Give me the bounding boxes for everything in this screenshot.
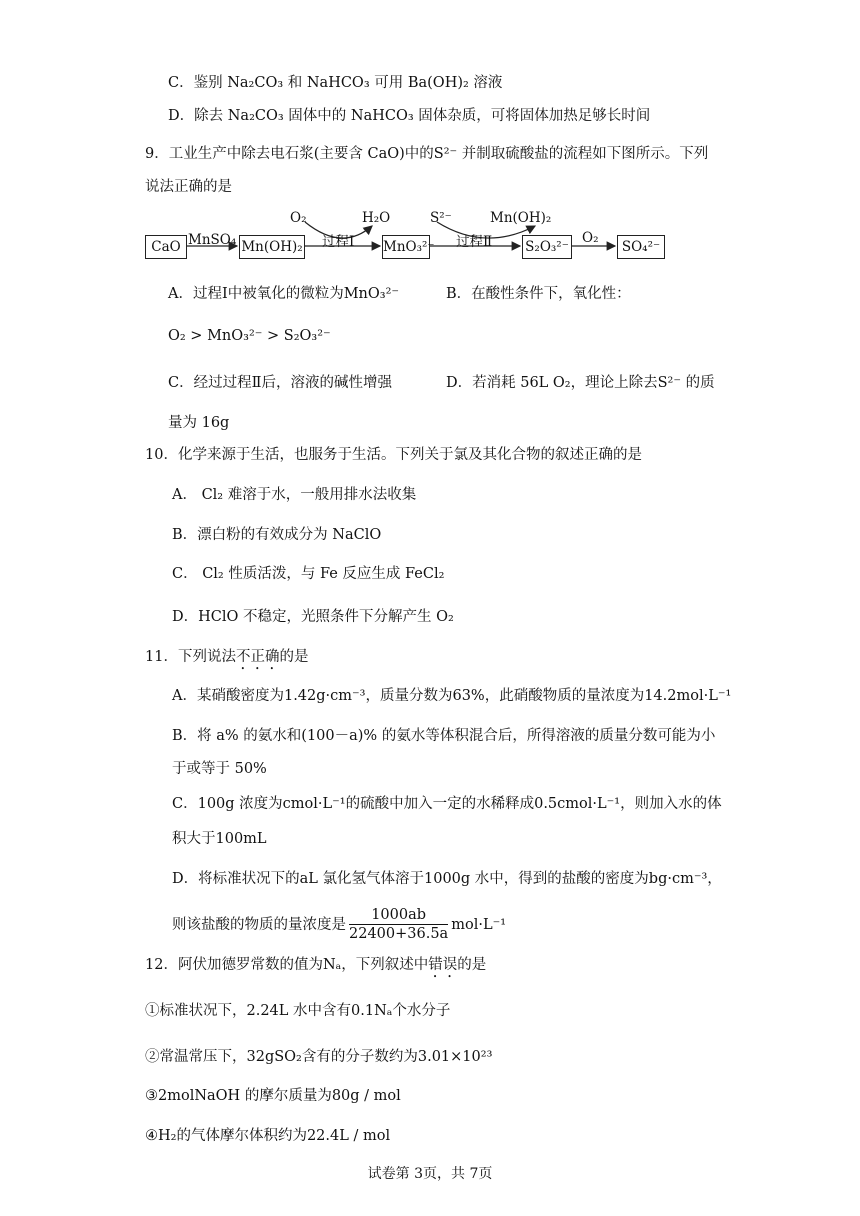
q8-option-c: C．鉴别 Na₂CO₃ 和 NaHCO₃ 可用 Ba(OH)₂ 溶液: [168, 75, 503, 91]
q9-option-b: B．在酸性条件下，氧化性：: [446, 286, 631, 302]
q12-item-3: ③2molNaOH 的摩尔质量为80g / mol: [145, 1088, 401, 1104]
q11-option-d-cont: [172, 906, 506, 943]
q11-d-text: 则该盐酸的物质的量浓度是: [172, 916, 346, 933]
q11-stem-emphasis: 不正确: [235, 649, 280, 665]
q9-option-d-cont: 量为 16g: [168, 415, 230, 431]
label-h2o: H₂O: [362, 210, 391, 226]
q11-stem: [145, 647, 308, 673]
label-s2: S²⁻: [430, 210, 452, 226]
q9-option-d: D．若消耗 56L O₂，理论上除去S²⁻ 的质: [446, 375, 715, 391]
label-mnso4: MnSO₄: [188, 232, 237, 248]
label-o2-arrow: O₂: [582, 230, 599, 246]
q12-item-4: ④H₂的气体摩尔体积约为22.4L / mol: [145, 1128, 391, 1144]
q10-option-a: A． Cl₂ 难溶于水，一般用排水法收集: [172, 487, 417, 503]
box-mnoh2: Mn(OH)₂: [239, 235, 305, 259]
label-mnoh2-top: Mn(OH)₂: [490, 210, 552, 226]
q10-stem: 10．化学来源于生活，也服务于生活。下列关于氯及其化合物的叙述正确的是: [145, 447, 642, 463]
q11-d-unit: mol·L⁻¹: [451, 916, 507, 933]
q11-option-b: B．将 a% 的氨水和(100－a)% 的氨水等体积混合后，所得溶液的质量分数可能为小: [172, 728, 716, 744]
box-mno3: MnO₃²⁻: [382, 235, 430, 259]
q9-stem-line2: 说法正确的是: [145, 179, 232, 195]
molarity-fraction: [349, 906, 448, 943]
box-cao: CaO: [145, 235, 187, 259]
q12-stem-emphasis: 错误: [428, 957, 458, 973]
q11-option-c: C．100g 浓度为cmol·L⁻¹的硫酸中加入一定的水稀释成0.5cmol·L⁻¹，则加入水的体: [172, 796, 722, 812]
q11-option-b-cont: 于或等于 50%: [172, 761, 267, 777]
box-so4: SO₄²⁻: [617, 235, 665, 259]
q10-option-d: D．HClO 不稳定，光照条件下分解产生 O₂: [172, 609, 454, 625]
label-o2-top: O₂: [290, 210, 307, 226]
page-footer: 试卷第 3页，共 7页: [367, 1166, 493, 1182]
q11-option-c-cont: 积大于100mL: [172, 831, 267, 847]
q12-item-1: ①标准状况下，2.24L 水中含有0.1Nₐ个水分子: [145, 1003, 451, 1019]
q8-option-d: D．除去 Na₂CO₃ 固体中的 NaHCO₃ 固体杂质，可将固体加热足够长时间: [168, 108, 651, 124]
label-process1: 过程Ⅰ: [322, 234, 355, 250]
fraction-numerator: 1000ab: [349, 906, 448, 925]
q10-option-b: B．漂白粉的有效成分为 NaClO: [172, 527, 382, 543]
q12-item-2: ②常温常压下，32gSO₂含有的分子数约为3.01×10²³: [145, 1049, 493, 1065]
q12-stem: [145, 955, 486, 981]
q9-option-b-cont: O₂ > MnO₃²⁻ > S₂O₃²⁻: [168, 328, 331, 344]
q12-stem-pre: 12．阿伏加德罗常数的值为Nₐ，下列叙述中: [145, 957, 429, 973]
q10-option-c: C． Cl₂ 性质活泼，与 Fe 反应生成 FeCl₂: [172, 566, 445, 582]
q11-stem-post: 的是: [279, 649, 309, 665]
q12-stem-post: 的是: [457, 957, 487, 973]
q9-flow-diagram: [0, 0, 860, 280]
q11-option-d: D．将标准状况下的aL 氯化氢气体溶于1000g 水中，得到的盐酸的密度为bg·cm⁻³，: [172, 871, 722, 887]
label-process2: 过程Ⅱ: [456, 234, 493, 250]
box-s2o3: S₂O₃²⁻: [522, 235, 572, 259]
q11-stem-pre: 11．下列说法: [145, 649, 236, 665]
q9-option-c: C．经过过程Ⅱ后，溶液的碱性增强: [168, 375, 392, 391]
q11-option-a: A．某硝酸密度为1.42g·cm⁻³，质量分数为63%，此硝酸物质的量浓度为14.2mol·L⁻¹: [172, 688, 732, 704]
fraction-denominator: 22400+36.5a: [349, 926, 449, 942]
q9-option-a: A．过程Ⅰ中被氧化的微粒为MnO₃²⁻: [168, 286, 400, 302]
q9-stem-line1: 9．工业生产中除去电石浆(主要含 CaO)中的S²⁻ 并制取硫酸盐的流程如下图所示。下列: [145, 146, 709, 162]
